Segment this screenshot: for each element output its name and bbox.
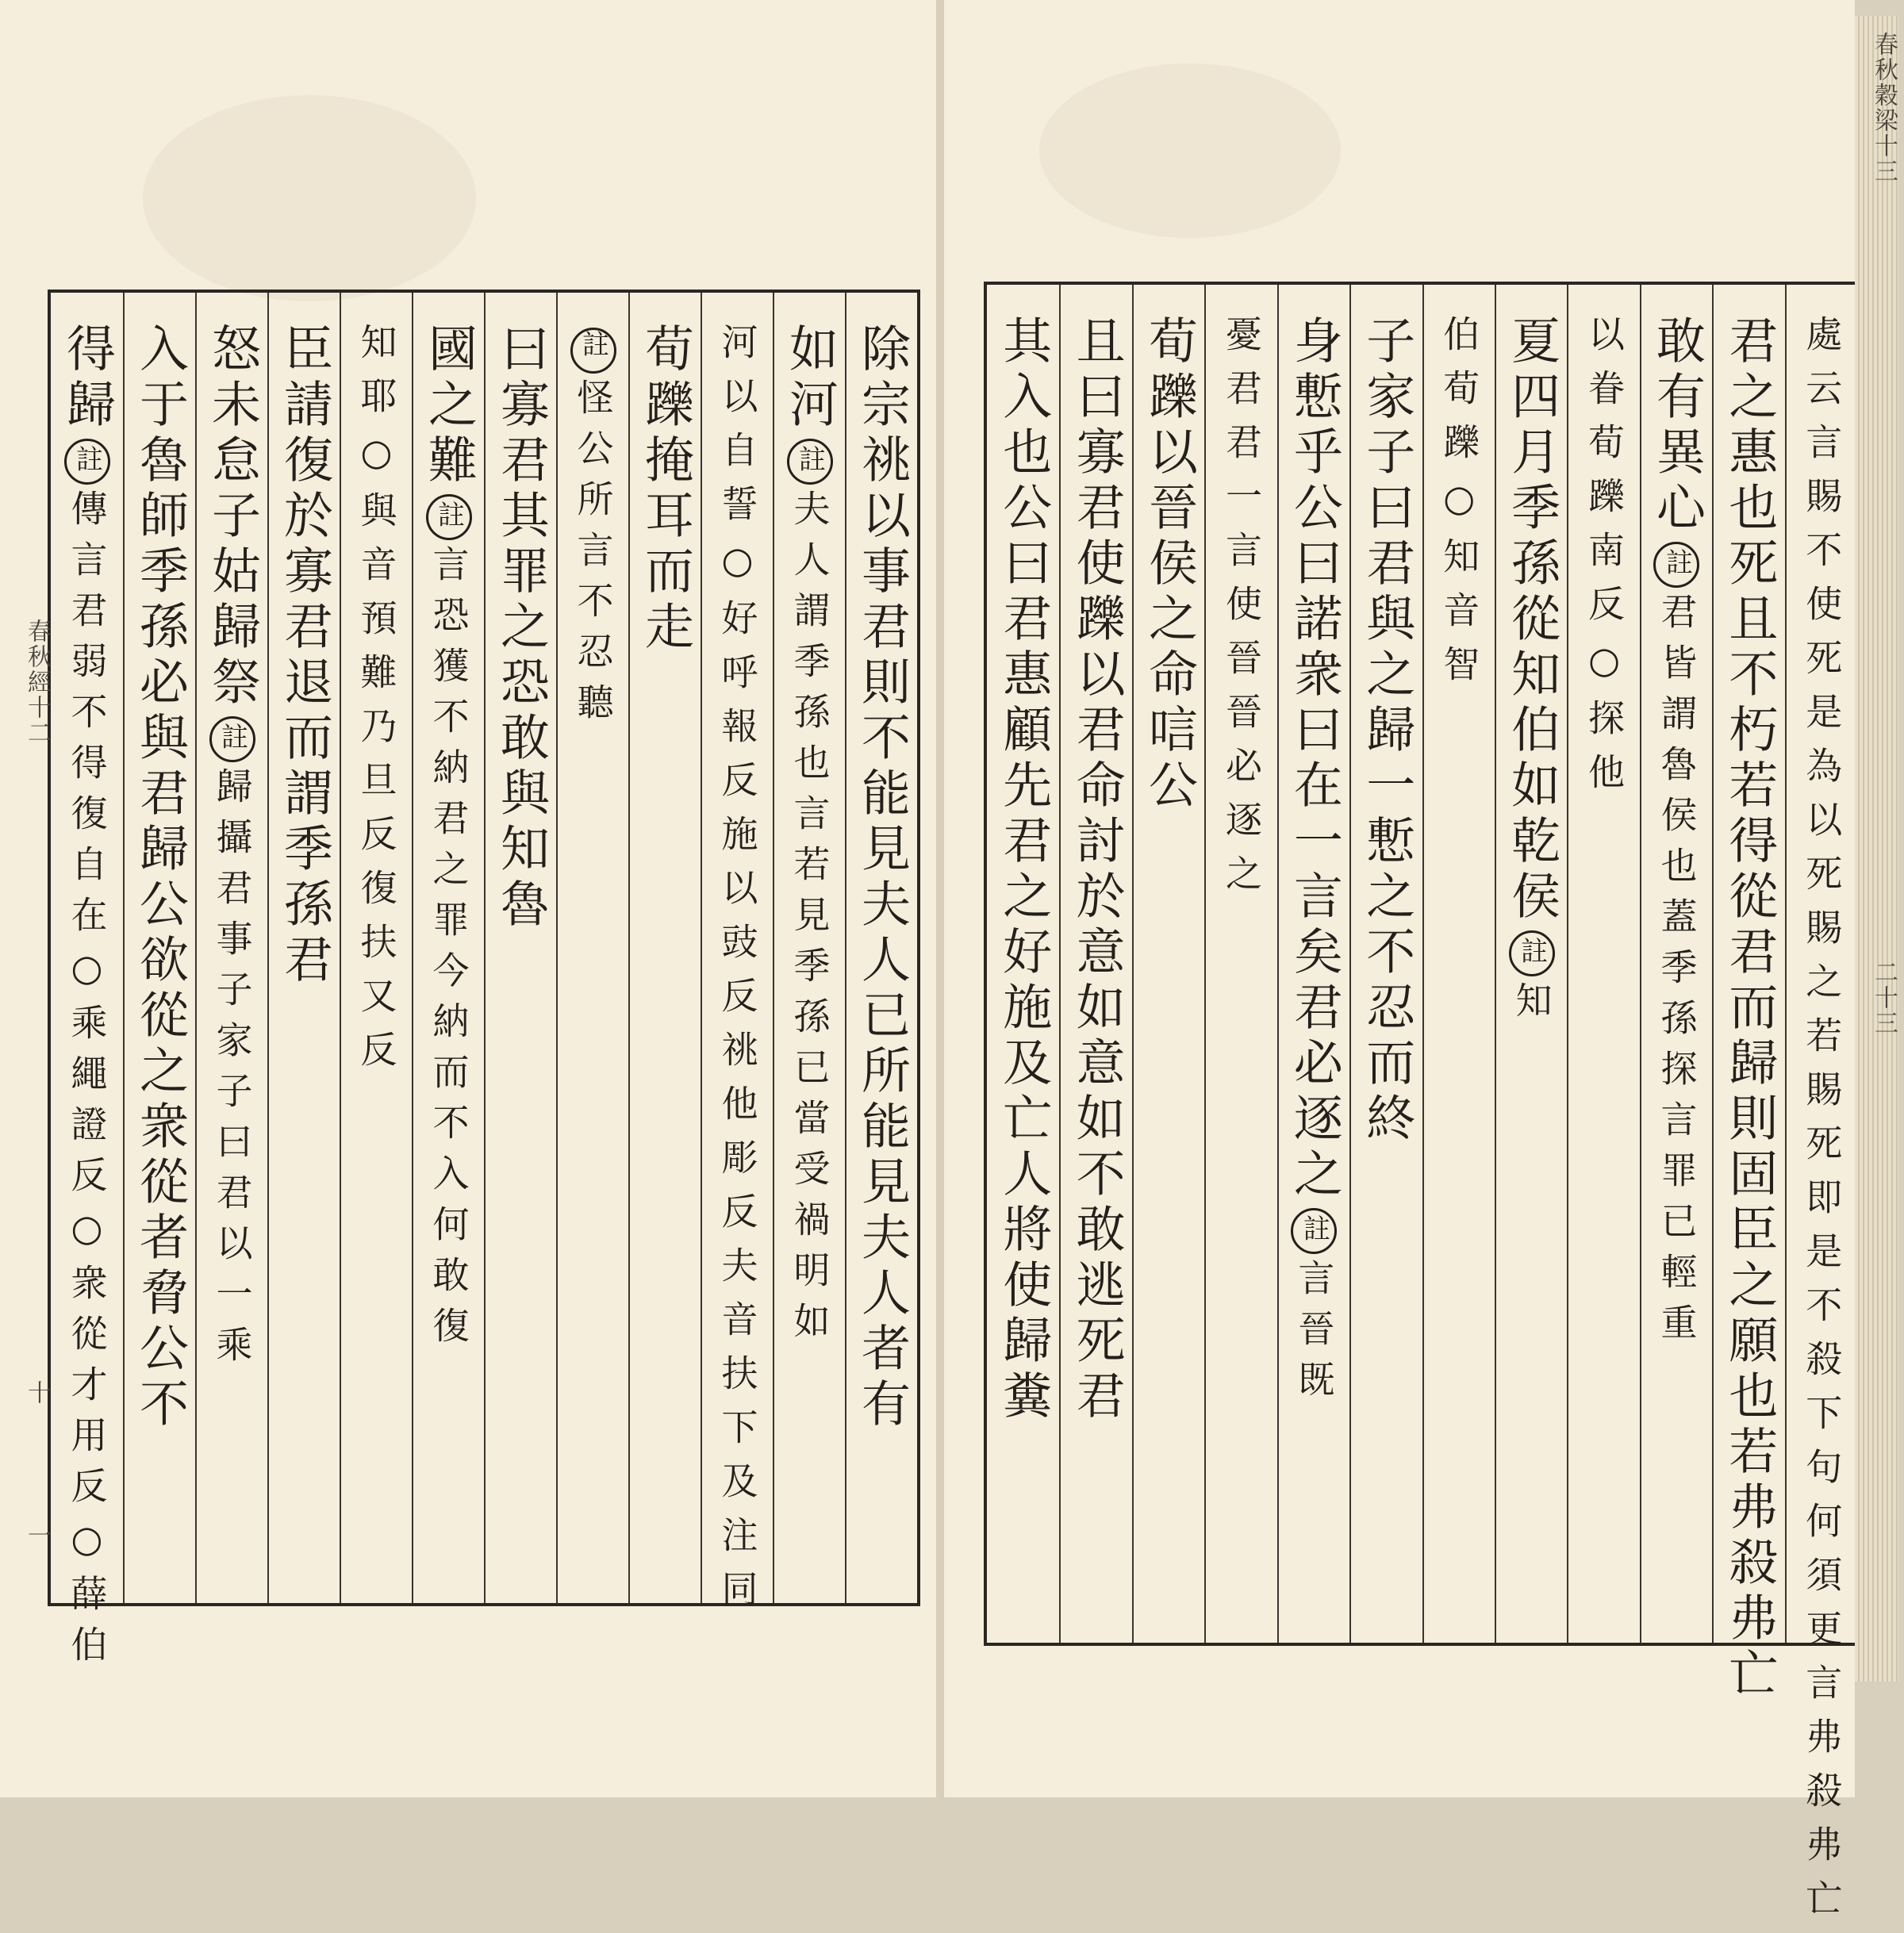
main-text: 如河 [781, 323, 839, 434]
text-column [1495, 285, 1567, 1643]
column-text [1140, 315, 1199, 815]
main-text: 處云言賜不使死是為以死賜之若賜死即是不殺下句何須更言弗殺弗亡 [1800, 315, 1844, 1933]
commentary-text: 夫人謂季孫也言若見季孫已當受禍明如 [788, 489, 831, 1352]
column-text [131, 323, 190, 1433]
commentary-text: 言恐獲不納君之罪今納而不入何敢復 [427, 545, 470, 1357]
text-column [51, 293, 123, 1676]
column-text [853, 323, 912, 1433]
main-text: 得歸 [58, 323, 117, 434]
commentary-text: 傳言君弱不得復自在○乘繩證反○衆從才用反○薛伯 [65, 489, 109, 1676]
text-column [484, 293, 556, 1603]
right-margin-title: 春秋穀梁十三 [1870, 32, 1898, 184]
commentary-marker: 註 [1291, 1208, 1337, 1254]
column-text [1583, 315, 1626, 807]
commentary-marker: 註 [426, 494, 472, 540]
commentary-marker: 註 [209, 716, 255, 762]
column-text [1219, 315, 1263, 908]
column-text [716, 323, 759, 1624]
main-text: 除宗祧以事君則不能見夫人已所能見夫人者有 [853, 323, 912, 1433]
commentary-text: 知 [1510, 981, 1553, 1032]
text-column [1785, 285, 1857, 1933]
column-text [1438, 315, 1481, 699]
text-column [1640, 285, 1712, 1643]
commentary-text: 怪公所言不忍聽 [571, 378, 615, 734]
commentary-text: 言晉既 [1292, 1259, 1336, 1411]
text-column [845, 293, 917, 1603]
text-column [1132, 285, 1204, 1643]
main-text: 河以自誓○好呼報反施以豉反祧他彫反夫音扶下及注同 [716, 323, 759, 1624]
text-column [987, 285, 1059, 1643]
commentary-text: 君皆謂魯侯也蓋季孫探言罪已輕重 [1655, 593, 1699, 1354]
column-text [1503, 315, 1561, 1032]
column-text [420, 323, 478, 1357]
commentary-marker: 註 [64, 439, 110, 485]
column-text [58, 323, 117, 1676]
commentary-marker: 註 [1509, 930, 1555, 976]
text-column [1712, 285, 1784, 1703]
page-edges [1855, 16, 1898, 1682]
paper-stain [143, 95, 476, 301]
text-column [701, 293, 773, 1624]
left-text-frame [48, 290, 920, 1676]
text-column [556, 293, 628, 1603]
main-text: 子家子曰君與之歸一慙之不忍而終 [1357, 315, 1416, 1148]
column-text [1285, 315, 1344, 1411]
main-text: 國之難 [420, 323, 478, 489]
main-text: 夏四月季孫從知伯如乾侯 [1503, 315, 1561, 926]
commentary-marker: 註 [570, 328, 616, 374]
column-text [203, 323, 262, 1376]
text-column [773, 293, 845, 1603]
main-text: 怒未怠子姑歸祭 [203, 323, 262, 711]
text-column [1422, 285, 1495, 1643]
text-column [1567, 285, 1639, 1643]
main-text: 憂君君一言使晉晉必逐之 [1219, 315, 1263, 908]
main-text: 其入也公曰君惠顧先君之好施及亡人將使歸糞 [994, 315, 1053, 1425]
text-column [123, 293, 195, 1603]
column-text [570, 323, 616, 734]
text-column [267, 293, 340, 1603]
text-column [1059, 285, 1131, 1643]
right-margin-folio: 二十三 [1870, 960, 1898, 1036]
book-gutter [936, 0, 944, 1797]
paper-stain [1039, 63, 1341, 238]
column-text [492, 323, 551, 934]
column-text [355, 323, 398, 1084]
commentary-marker: 註 [1653, 542, 1699, 588]
column-text [275, 323, 334, 989]
left-margin-folio: 十 [23, 1380, 51, 1406]
column-text [1648, 315, 1706, 1354]
column-text [636, 323, 695, 656]
main-text: 且曰寡君使躒以君命討於意如意如不敢逃死君 [1068, 315, 1127, 1425]
text-column [1277, 285, 1349, 1643]
column-text [1720, 315, 1779, 1703]
main-text: 入于魯師季孫必與君歸公欲從之衆從者脅公不 [131, 323, 190, 1433]
left-margin-title: 春秋經十二 [23, 619, 51, 746]
column-text [1800, 315, 1844, 1933]
left-margin-folio-2: 一 [23, 1523, 51, 1548]
text-column [628, 293, 701, 1603]
main-text: 以眷荀躒南反○探他 [1583, 315, 1626, 807]
commentary-marker: 註 [787, 439, 833, 485]
main-text: 知耶○與音預難乃旦反復扶又反 [355, 323, 398, 1084]
text-column [1204, 285, 1276, 1643]
text-column [1349, 285, 1422, 1643]
main-text: 君之惠也死且不朽若得從君而歸則固臣之願也若弗殺弗亡 [1720, 315, 1779, 1703]
main-text: 臣請復於寡君退而謂季孫君 [275, 323, 334, 989]
right-text-frame [984, 282, 1860, 1933]
main-text: 敢有異心 [1648, 315, 1706, 537]
main-text: 荀躒掩耳而走 [636, 323, 695, 656]
column-text [1068, 315, 1127, 1425]
main-text: 荀躒以晉侯之命唁公 [1140, 315, 1199, 815]
text-column [340, 293, 412, 1603]
column-text [1357, 315, 1416, 1148]
main-text: 身慙乎公曰諾衆曰在一言矣君必逐之 [1285, 315, 1344, 1203]
main-text: 曰寡君其罪之恐敢與知魯 [492, 323, 551, 934]
main-text: 伯荀躒○知音智 [1438, 315, 1481, 699]
text-column [412, 293, 484, 1603]
text-column [195, 293, 267, 1603]
column-text [994, 315, 1053, 1425]
commentary-text: 歸攝君事子家子曰君以一乘 [210, 767, 254, 1376]
column-text [781, 323, 839, 1352]
left-page [0, 0, 938, 1797]
